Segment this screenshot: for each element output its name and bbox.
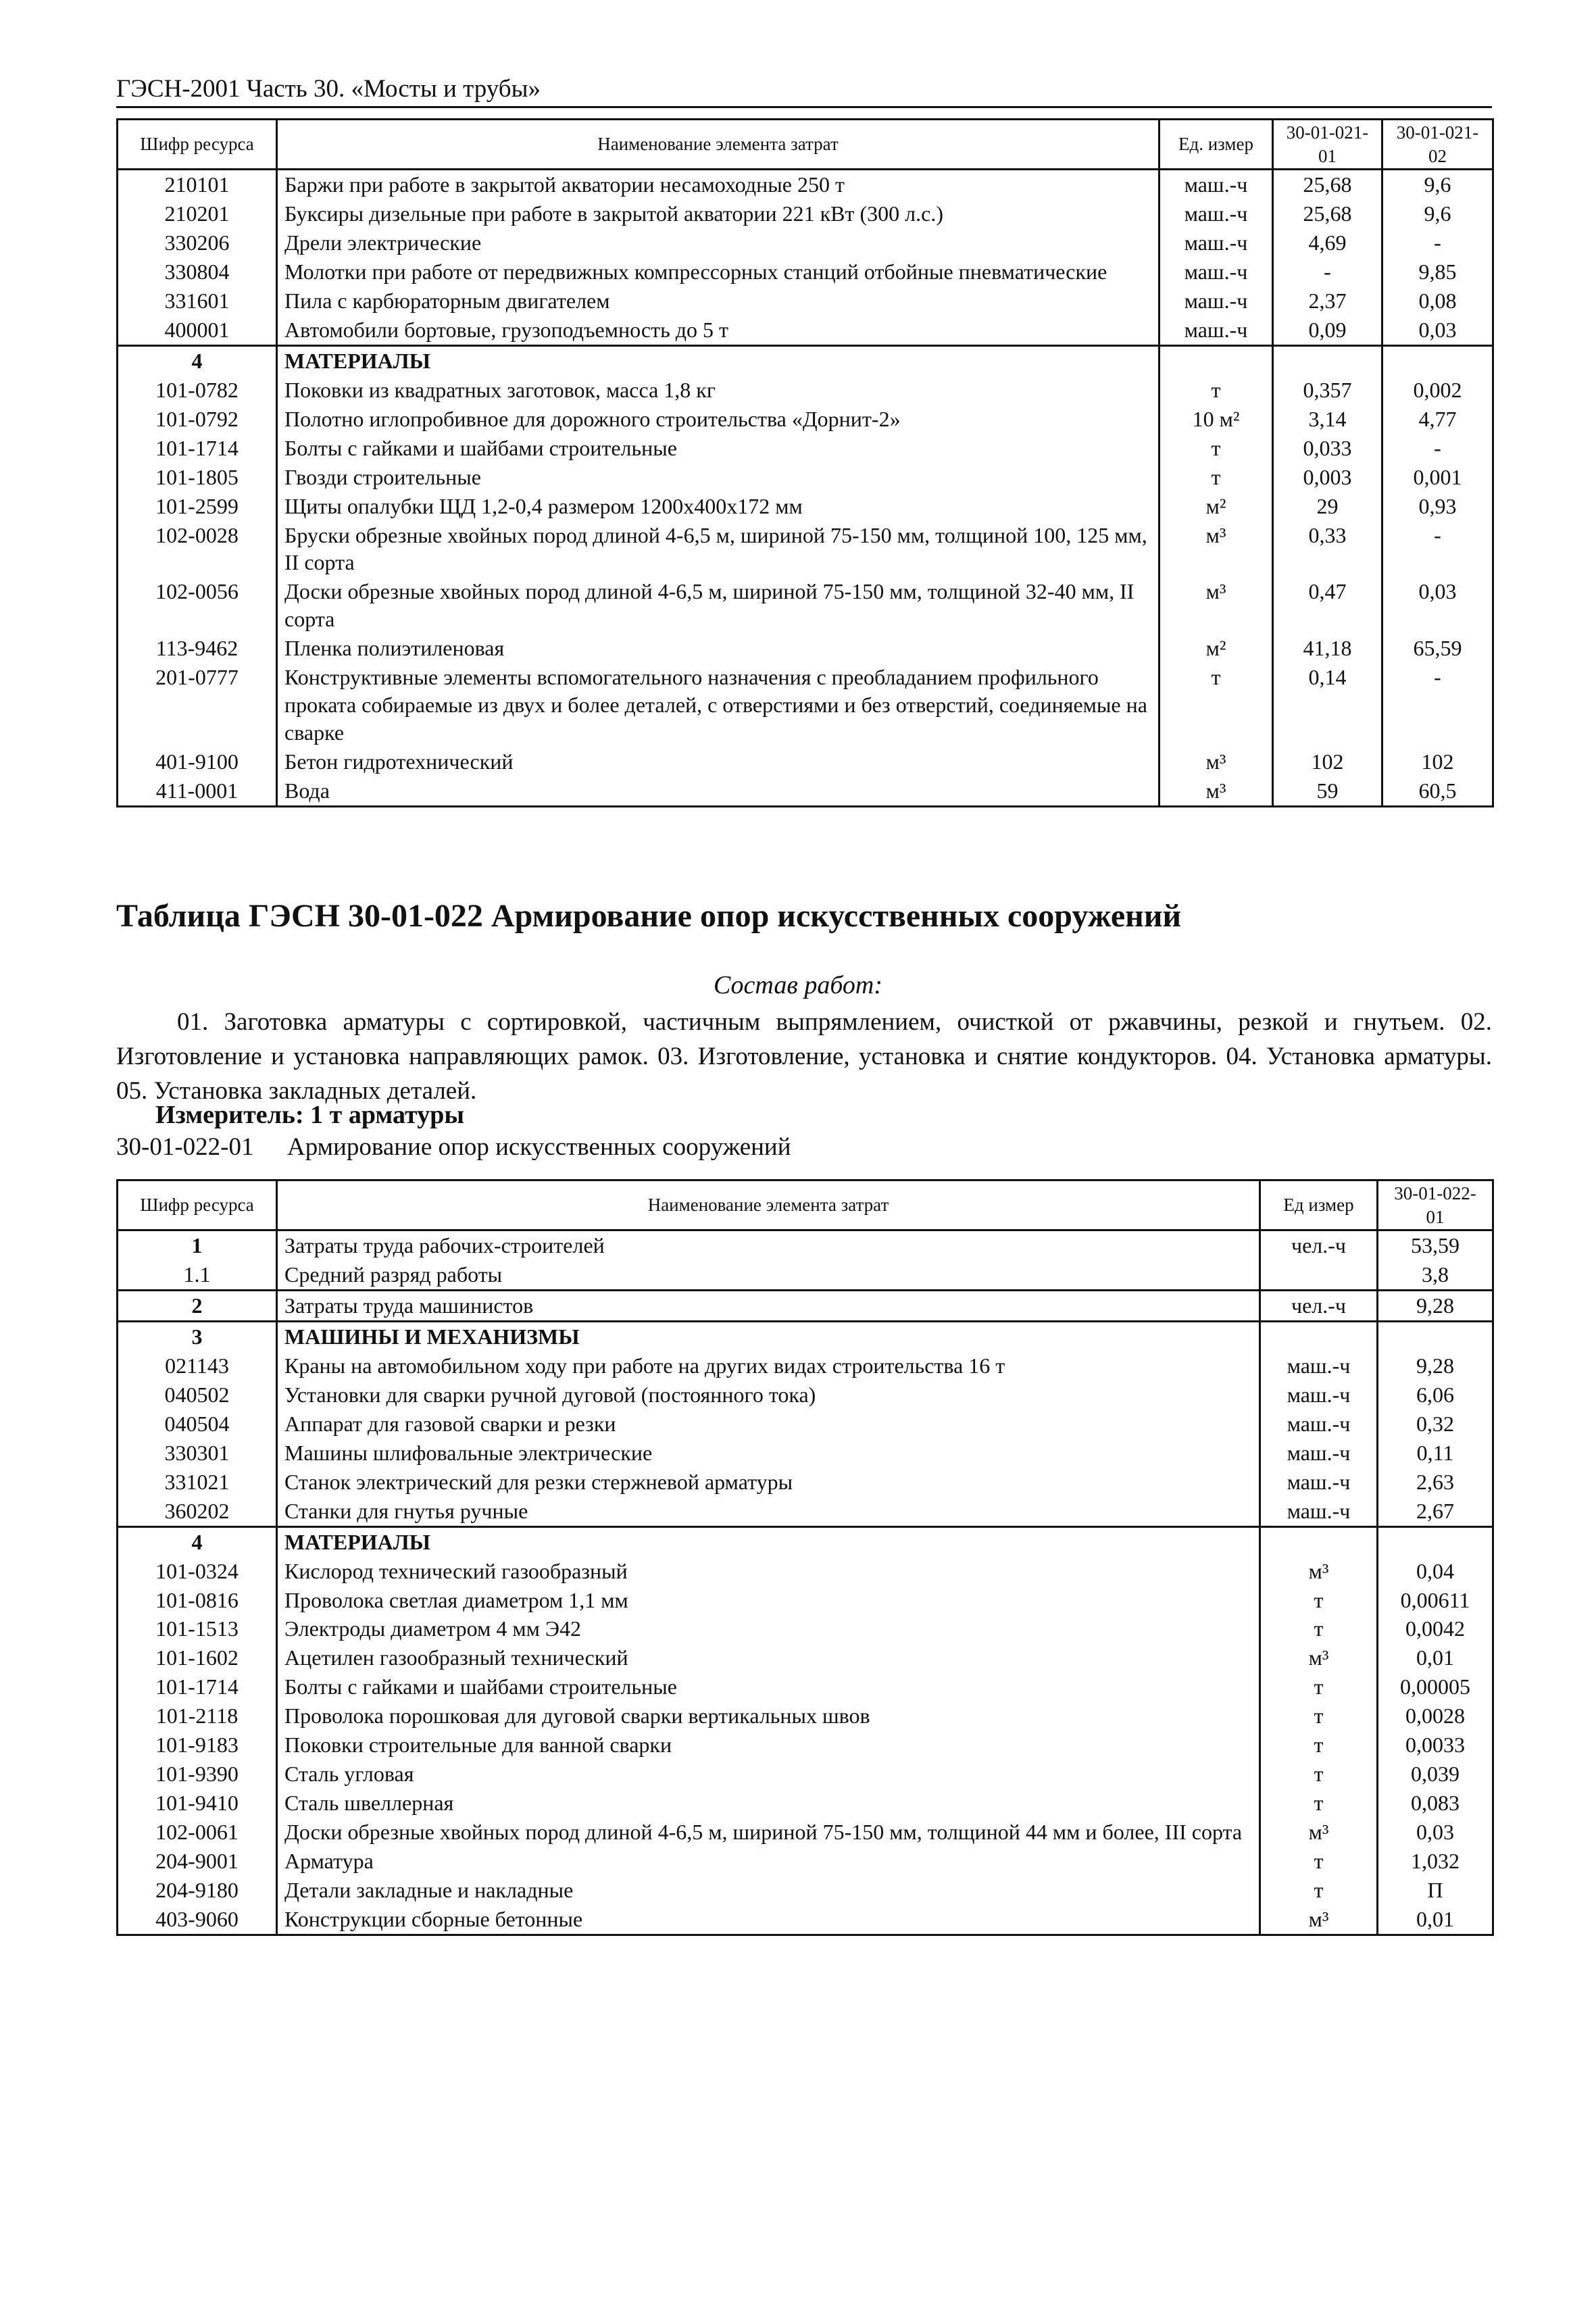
unit-cell: 10 м² xyxy=(1159,405,1273,434)
table-row xyxy=(118,1672,1493,1701)
resource-code-cell: 400001 xyxy=(118,316,277,345)
unit-cell: м² xyxy=(1159,634,1273,663)
unit-cell: т xyxy=(1159,376,1273,405)
table-row xyxy=(118,1380,1493,1410)
value-cell-1: 2,63 xyxy=(1378,1468,1493,1497)
unit-cell: т xyxy=(1260,1760,1378,1789)
section-row xyxy=(118,345,1493,375)
unit-cell: маш.-ч xyxy=(1159,170,1273,199)
table-title: Таблица ГЭСН 30-01-022 Армирование опор искусственных сооружений xyxy=(116,898,1182,934)
table-row xyxy=(118,1905,1493,1935)
resource-name-cell: Бруски обрезные хвойных пород длиной 4-6,5 м, шириной 75-150 мм, толщиной 100, 125 мм, II сорта xyxy=(277,521,1159,578)
resource-name-cell: Дрели электрические xyxy=(277,228,1159,257)
unit-cell: чел.-ч xyxy=(1260,1291,1378,1322)
value-cell-1: 25,68 xyxy=(1273,170,1382,199)
value-cell-2: 60,5 xyxy=(1382,776,1493,806)
resource-name-cell: Аппарат для газовой сварки и резки xyxy=(277,1410,1260,1439)
unit-cell: маш.-ч xyxy=(1260,1468,1378,1497)
resource-name-cell: Краны на автомобильном ходу при работе на других видах строительства 16 т xyxy=(277,1351,1260,1380)
resource-code-cell: 101-1805 xyxy=(118,463,277,492)
resource-name-cell: Кислород технический газообразный xyxy=(277,1557,1260,1586)
value-cell-1: 0,00005 xyxy=(1378,1672,1493,1701)
resource-name-cell: Электроды диаметром 4 мм Э42 xyxy=(277,1614,1260,1643)
value-cell-2: - xyxy=(1382,521,1493,578)
resource-code-cell: 4 xyxy=(118,1526,277,1556)
value-cell-1: 0,0028 xyxy=(1378,1701,1493,1731)
unit-cell xyxy=(1260,1321,1378,1351)
resource-code-cell: 210201 xyxy=(118,199,277,228)
resource-name-cell: Затраты труда машинистов xyxy=(277,1291,1260,1322)
resource-name-cell: Средний разряд работы xyxy=(277,1260,1260,1290)
table-row xyxy=(118,434,1493,463)
value-cell-2: 0,03 xyxy=(1382,316,1493,345)
resource-code-cell: 331601 xyxy=(118,287,277,316)
value-cell-1: 9,28 xyxy=(1378,1291,1493,1322)
table-row xyxy=(118,257,1493,287)
table-row xyxy=(118,1614,1493,1643)
resource-name-cell: Бетон гидротехнический xyxy=(277,747,1159,776)
works-text: 01. Заготовка арматуры с сортировкой, частичным выпрямлением, очисткой от ржавчины, резкой и гнутьем. 02. Изготовление и установка направляющих рамок. 03. Изготовление, установка и снятие кондукторов. 04. Установка арматуры. 05. Установка закладных деталей. xyxy=(116,1008,1492,1105)
table-body xyxy=(118,1230,1493,1935)
resource-code-cell: 101-0816 xyxy=(118,1586,277,1615)
table-row xyxy=(118,1260,1493,1290)
unit-cell: т xyxy=(1260,1731,1378,1760)
table-row xyxy=(118,316,1493,345)
value-cell-1: 0,357 xyxy=(1273,376,1382,405)
resource-name-cell: Щиты опалубки ЩД 1,2-0,4 размером 1200х400х172 мм xyxy=(277,492,1159,521)
value-cell-1: 0,01 xyxy=(1378,1643,1493,1672)
table-row xyxy=(118,1731,1493,1760)
resource-name-cell: Машины шлифовальные электрические xyxy=(277,1439,1260,1468)
resource-name-cell: МАШИНЫ И МЕХАНИЗМЫ xyxy=(277,1321,1260,1351)
table-row xyxy=(118,1497,1493,1526)
table-row xyxy=(118,1847,1493,1876)
section-row xyxy=(118,1526,1493,1556)
table-row xyxy=(118,747,1493,776)
value-cell-2: 65,59 xyxy=(1382,634,1493,663)
resource-name-cell: Полотно иглопробивное для дорожного строительства «Дорнит-2» xyxy=(277,405,1159,434)
value-cell-1: 25,68 xyxy=(1273,199,1382,228)
unit-cell: т xyxy=(1159,663,1273,747)
resource-code-cell: 113-9462 xyxy=(118,634,277,663)
resource-code-cell: 101-9183 xyxy=(118,1731,277,1760)
table-row xyxy=(118,634,1493,663)
table-row xyxy=(118,463,1493,492)
resource-name-cell: Буксиры дизельные при работе в закрытой акватории 221 кВт (300 л.с.) xyxy=(277,199,1159,228)
value-cell-1: П xyxy=(1378,1876,1493,1905)
table-row xyxy=(118,1586,1493,1615)
resource-code-cell: 101-0324 xyxy=(118,1557,277,1586)
unit-cell: м³ xyxy=(1260,1818,1378,1847)
value-cell-2: 4,77 xyxy=(1382,405,1493,434)
unit-cell: маш.-ч xyxy=(1159,257,1273,287)
works-title: Состав работ: xyxy=(713,971,883,999)
resource-code-cell: 101-0792 xyxy=(118,405,277,434)
column-header-name: Наименование элемента затрат xyxy=(277,120,1159,170)
norm-code: 30-01-022-01 xyxy=(116,1133,254,1161)
resource-name-cell: Пленка полиэтиленовая xyxy=(277,634,1159,663)
table-row xyxy=(118,1876,1493,1905)
unit-cell: маш.-ч xyxy=(1159,228,1273,257)
resource-code-cell: 403-9060 xyxy=(118,1905,277,1935)
section-row xyxy=(118,1230,1493,1260)
unit-cell: маш.-ч xyxy=(1159,287,1273,316)
resource-code-cell: 4 xyxy=(118,345,277,375)
resource-code-cell: 040502 xyxy=(118,1380,277,1410)
table-header-row xyxy=(118,1180,1493,1230)
value-cell-1: 0,33 xyxy=(1273,521,1382,578)
resource-name-cell: Поковки строительные для ванной сварки xyxy=(277,1731,1260,1760)
column-header-name: Наименование элемента затрат xyxy=(277,1180,1260,1230)
table-row xyxy=(118,776,1493,806)
table-row xyxy=(118,1701,1493,1731)
column-header-code: Шифр ресурса xyxy=(118,1180,277,1230)
resource-code-cell: 101-1714 xyxy=(118,434,277,463)
value-cell-2: 0,93 xyxy=(1382,492,1493,521)
table-row xyxy=(118,1818,1493,1847)
resource-code-cell: 101-0782 xyxy=(118,376,277,405)
value-cell-2: 9,6 xyxy=(1382,170,1493,199)
unit-cell: маш.-ч xyxy=(1159,316,1273,345)
value-cell-1 xyxy=(1378,1526,1493,1556)
unit-cell: м³ xyxy=(1159,521,1273,578)
resource-name-cell: МАТЕРИАЛЫ xyxy=(277,1526,1260,1556)
value-cell-1: 3,14 xyxy=(1273,405,1382,434)
table-row xyxy=(118,1789,1493,1818)
resource-code-cell: 3 xyxy=(118,1321,277,1351)
resource-name-cell: Поковки из квадратных заготовок, масса 1,8 кг xyxy=(277,376,1159,405)
table-row xyxy=(118,405,1493,434)
value-cell-1: 41,18 xyxy=(1273,634,1382,663)
resource-name-cell: Конструктивные элементы вспомогательного назначения с преобладанием профильного проката собираемые из двух и более деталей, с отверстиями и без отверстий, соединяемые на сварке xyxy=(277,663,1159,747)
resource-code-cell: 204-9180 xyxy=(118,1876,277,1905)
value-cell-2: 0,08 xyxy=(1382,287,1493,316)
column-header-code: Шифр ресурса xyxy=(118,120,277,170)
resource-name-cell: Автомобили бортовые, грузоподъемность до 5 т xyxy=(277,316,1159,345)
unit-cell: м³ xyxy=(1260,1905,1378,1935)
resource-name-cell: Доски обрезные хвойных пород длиной 4-6,5 м, шириной 75-150 мм, толщиной 44 мм и более, III сорта xyxy=(277,1818,1260,1847)
unit-cell xyxy=(1159,345,1273,375)
value-cell-1: 0,09 xyxy=(1273,316,1382,345)
column-header-norm-01: 30-01-022-01 xyxy=(1378,1180,1493,1230)
table-row xyxy=(118,287,1493,316)
resource-code-cell: 201-0777 xyxy=(118,663,277,747)
table-body xyxy=(118,170,1493,807)
value-cell-1: 0,04 xyxy=(1378,1557,1493,1586)
resource-name-cell: Баржи при работе в закрытой акватории несамоходные 250 т xyxy=(277,170,1159,199)
unit-cell: маш.-ч xyxy=(1260,1410,1378,1439)
unit-cell xyxy=(1260,1526,1378,1556)
resource-code-cell: 2 xyxy=(118,1291,277,1322)
value-cell-1: 102 xyxy=(1273,747,1382,776)
resource-code-cell: 330301 xyxy=(118,1439,277,1468)
column-header-unit: Ед. измер xyxy=(1159,120,1273,170)
table-row xyxy=(118,170,1493,199)
unit-cell: маш.-ч xyxy=(1260,1380,1378,1410)
table-row xyxy=(118,1643,1493,1672)
unit-cell: м³ xyxy=(1260,1643,1378,1672)
column-header-unit: Ед измер xyxy=(1260,1180,1378,1230)
value-cell-1: 0,0033 xyxy=(1378,1731,1493,1760)
resource-name-cell: Проволока светлая диаметром 1,1 мм xyxy=(277,1586,1260,1615)
resource-name-cell: Станки для гнутья ручные xyxy=(277,1497,1260,1526)
section-row xyxy=(118,1291,1493,1322)
resource-code-cell: 040504 xyxy=(118,1410,277,1439)
meter-line: Измеритель: 1 т арматуры xyxy=(155,1101,465,1129)
norm-name: Армирование опор искусственных сооружений xyxy=(287,1133,791,1161)
value-cell-2: 0,001 xyxy=(1382,463,1493,492)
value-cell-2: 0,03 xyxy=(1382,577,1493,634)
table-row xyxy=(118,577,1493,634)
value-cell-1: 53,59 xyxy=(1378,1230,1493,1260)
resource-code-cell: 101-9410 xyxy=(118,1789,277,1818)
unit-cell: м³ xyxy=(1159,776,1273,806)
table-row xyxy=(118,521,1493,578)
value-cell-2 xyxy=(1382,345,1493,375)
resource-name-cell: Гвозди строительные xyxy=(277,463,1159,492)
column-header-norm-02: 30-01-021-02 xyxy=(1382,120,1493,170)
value-cell-1 xyxy=(1273,345,1382,375)
resource-name-cell: Сталь швеллерная xyxy=(277,1789,1260,1818)
resource-table-022 xyxy=(116,1179,1494,1936)
resource-code-cell: 101-1602 xyxy=(118,1643,277,1672)
unit-cell: маш.-ч xyxy=(1159,199,1273,228)
unit-cell xyxy=(1260,1260,1378,1290)
value-cell-1: 0,039 xyxy=(1378,1760,1493,1789)
norm-line xyxy=(116,1132,791,1162)
value-cell-1: 2,67 xyxy=(1378,1497,1493,1526)
resource-code-cell: 101-2118 xyxy=(118,1701,277,1731)
value-cell-2: - xyxy=(1382,228,1493,257)
table-row xyxy=(118,1557,1493,1586)
value-cell-2: - xyxy=(1382,663,1493,747)
resource-name-cell: Вода xyxy=(277,776,1159,806)
resource-name-cell: Станок электрический для резки стержневой арматуры xyxy=(277,1468,1260,1497)
value-cell-1 xyxy=(1378,1321,1493,1351)
resource-code-cell: 1.1 xyxy=(118,1260,277,1290)
resource-name-cell: Детали закладные и накладные xyxy=(277,1876,1260,1905)
table-row xyxy=(118,1439,1493,1468)
resource-name-cell: Сталь угловая xyxy=(277,1760,1260,1789)
value-cell-1: 0,47 xyxy=(1273,577,1382,634)
value-cell-1: 0,14 xyxy=(1273,663,1382,747)
value-cell-1: 1,032 xyxy=(1378,1847,1493,1876)
value-cell-1: 29 xyxy=(1273,492,1382,521)
value-cell-1: 0,01 xyxy=(1378,1905,1493,1935)
resource-name-cell: МАТЕРИАЛЫ xyxy=(277,345,1159,375)
unit-cell: т xyxy=(1260,1586,1378,1615)
unit-cell: м³ xyxy=(1260,1557,1378,1586)
unit-cell: т xyxy=(1260,1614,1378,1643)
table-row xyxy=(118,1760,1493,1789)
table-row xyxy=(118,199,1493,228)
resource-code-cell: 401-9100 xyxy=(118,747,277,776)
unit-cell: маш.-ч xyxy=(1260,1351,1378,1380)
value-cell-1: 0,11 xyxy=(1378,1439,1493,1468)
resource-code-cell: 330206 xyxy=(118,228,277,257)
resource-code-cell: 331021 xyxy=(118,1468,277,1497)
table-row xyxy=(118,376,1493,405)
unit-cell: т xyxy=(1159,434,1273,463)
resource-code-cell: 101-1714 xyxy=(118,1672,277,1701)
table-row xyxy=(118,1410,1493,1439)
table-row xyxy=(118,1351,1493,1380)
unit-cell: м³ xyxy=(1159,577,1273,634)
value-cell-2: 9,85 xyxy=(1382,257,1493,287)
unit-cell: т xyxy=(1260,1789,1378,1818)
unit-cell: м³ xyxy=(1159,747,1273,776)
value-cell-2: 0,002 xyxy=(1382,376,1493,405)
resource-name-cell: Затраты труда рабочих-строителей xyxy=(277,1230,1260,1260)
resource-code-cell: 101-2599 xyxy=(118,492,277,521)
value-cell-1: 59 xyxy=(1273,776,1382,806)
page-header: ГЭСН-2001 Часть 30. «Мосты и трубы» xyxy=(116,74,1492,108)
table-row xyxy=(118,663,1493,747)
resource-code-cell: 204-9001 xyxy=(118,1847,277,1876)
resource-table-021 xyxy=(116,118,1494,807)
section-row xyxy=(118,1321,1493,1351)
table-row xyxy=(118,492,1493,521)
value-cell-1: 0,32 xyxy=(1378,1410,1493,1439)
resource-name-cell: Конструкции сборные бетонные xyxy=(277,1905,1260,1935)
resource-name-cell: Болты с гайками и шайбами строительные xyxy=(277,434,1159,463)
resource-name-cell: Ацетилен газообразный технический xyxy=(277,1643,1260,1672)
resource-code-cell: 360202 xyxy=(118,1497,277,1526)
unit-cell: маш.-ч xyxy=(1260,1497,1378,1526)
value-cell-1: 9,28 xyxy=(1378,1351,1493,1380)
value-cell-1: 3,8 xyxy=(1378,1260,1493,1290)
value-cell-2: 102 xyxy=(1382,747,1493,776)
table-header-row xyxy=(118,120,1493,170)
resource-code-cell: 330804 xyxy=(118,257,277,287)
value-cell-1: - xyxy=(1273,257,1382,287)
value-cell-1: 4,69 xyxy=(1273,228,1382,257)
unit-cell: м² xyxy=(1159,492,1273,521)
value-cell-1: 0,0042 xyxy=(1378,1614,1493,1643)
resource-name-cell: Установки для сварки ручной дуговой (постоянного тока) xyxy=(277,1380,1260,1410)
resource-code-cell: 021143 xyxy=(118,1351,277,1380)
resource-code-cell: 102-0056 xyxy=(118,577,277,634)
resource-name-cell: Проволока порошковая для дуговой сварки вертикальных швов xyxy=(277,1701,1260,1731)
resource-name-cell: Молотки при работе от передвижных компрессорных станций отбойные пневматические xyxy=(277,257,1159,287)
unit-cell: т xyxy=(1260,1672,1378,1701)
unit-cell: чел.-ч xyxy=(1260,1230,1378,1260)
value-cell-2: - xyxy=(1382,434,1493,463)
value-cell-1: 0,03 xyxy=(1378,1818,1493,1847)
resource-code-cell: 210101 xyxy=(118,170,277,199)
resource-code-cell: 1 xyxy=(118,1230,277,1260)
resource-name-cell: Доски обрезные хвойных пород длиной 4-6,5 м, шириной 75-150 мм, толщиной 32-40 мм, II сорта xyxy=(277,577,1159,634)
value-cell-1: 0,033 xyxy=(1273,434,1382,463)
resource-code-cell: 101-1513 xyxy=(118,1614,277,1643)
table-row xyxy=(118,1468,1493,1497)
resource-code-cell: 411-0001 xyxy=(118,776,277,806)
resource-name-cell: Пила с карбюраторным двигателем xyxy=(277,287,1159,316)
resource-name-cell: Болты с гайками и шайбами строительные xyxy=(277,1672,1260,1701)
value-cell-1: 0,083 xyxy=(1378,1789,1493,1818)
unit-cell: маш.-ч xyxy=(1260,1439,1378,1468)
value-cell-2: 9,6 xyxy=(1382,199,1493,228)
value-cell-1: 2,37 xyxy=(1273,287,1382,316)
unit-cell: т xyxy=(1260,1847,1378,1876)
unit-cell: т xyxy=(1260,1701,1378,1731)
value-cell-1: 0,00611 xyxy=(1378,1586,1493,1615)
resource-code-cell: 102-0061 xyxy=(118,1818,277,1847)
resource-code-cell: 102-0028 xyxy=(118,521,277,578)
column-header-norm-01: 30-01-021-01 xyxy=(1273,120,1382,170)
unit-cell: т xyxy=(1260,1876,1378,1905)
table-row xyxy=(118,228,1493,257)
value-cell-1: 0,003 xyxy=(1273,463,1382,492)
unit-cell: т xyxy=(1159,463,1273,492)
resource-code-cell: 101-9390 xyxy=(118,1760,277,1789)
resource-name-cell: Арматура xyxy=(277,1847,1260,1876)
value-cell-1: 6,06 xyxy=(1378,1380,1493,1410)
